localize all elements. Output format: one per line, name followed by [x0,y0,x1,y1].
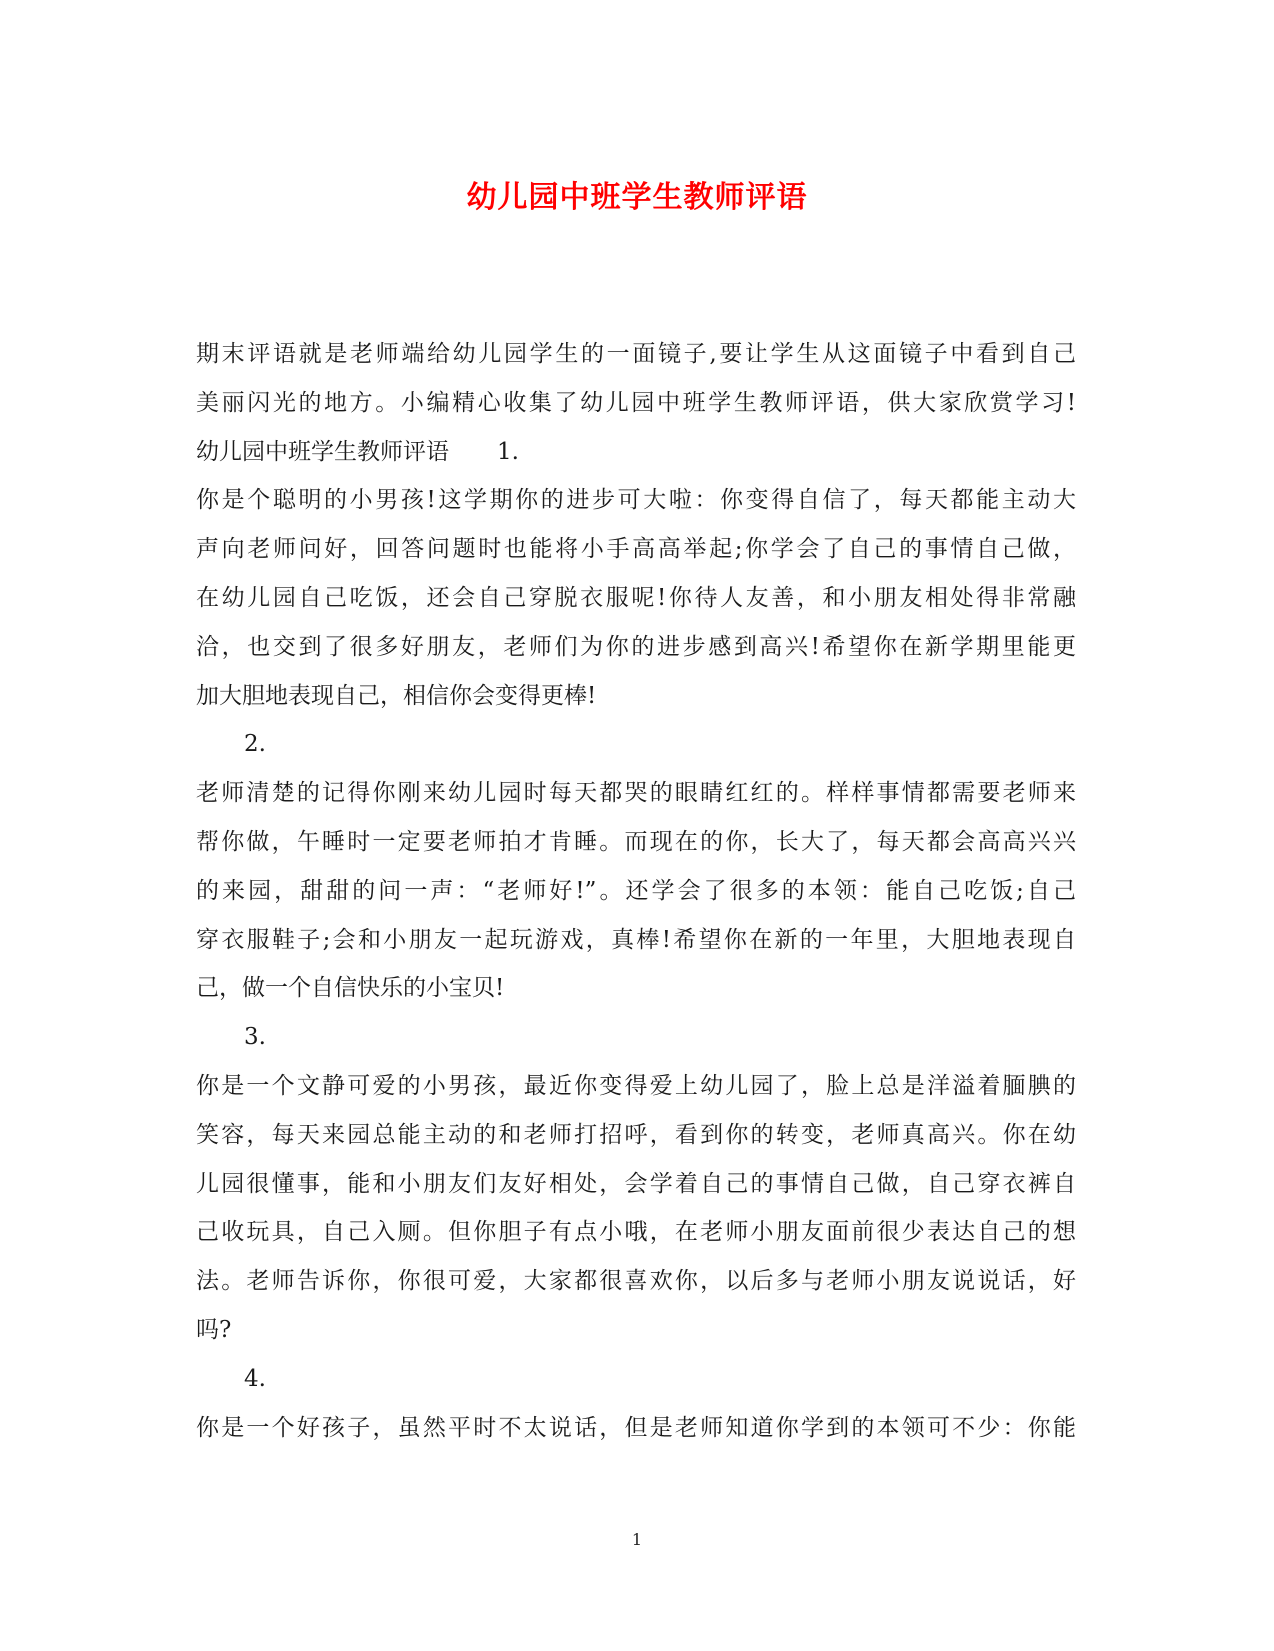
document-title: 幼儿园中班学生教师评语 [466,180,808,215]
body-line: 穿衣服鞋子;会和小朋友一起玩游戏，真棒!希望你在新的一年里，大胆地表现自 [196,926,1076,953]
item-number: 1. [497,438,519,465]
body-line: 老师清楚的记得你刚来幼儿园时每天都哭的眼睛红红的。样样事情都需要老师来 [196,780,1076,807]
body-line: 你是个聪明的小男孩!这学期你的进步可大啦：你变得自信了，每天都能主动大 [196,487,1076,514]
section-heading: 幼儿园中班学生教师评语 [196,438,449,465]
body-line: 在幼儿园自己吃饭，还会自己穿脱衣服呢!你待人友善，和小朋友相处得非常融 [196,584,1076,611]
body-line: 美丽闪光的地方。小编精心收集了幼儿园中班学生教师评语，供大家欣赏学习! [196,389,1076,416]
body-line: 吗? [196,1316,232,1343]
body-line: 的来园，甜甜的问一声：“老师好!”。还学会了很多的本领：能自己吃饭;自己 [196,877,1076,904]
body-line: 己，做一个自信快乐的小宝贝! [196,975,505,1002]
page-number: 1 [631,1530,643,1549]
body-line: 你是一个文静可爱的小男孩，最近你变得爱上幼儿园了，脸上总是洋溢着腼腆的 [196,1072,1076,1099]
body-line: 洽，也交到了很多好朋友，老师们为你的进步感到高兴!希望你在新学期里能更 [196,633,1076,660]
body-line-heading [196,428,1076,477]
body-line: 法。老师告诉你，你很可爱，大家都很喜欢你，以后多与老师小朋友说说话，好 [196,1268,1076,1295]
body-line: 你是一个好孩子，虽然平时不太说话，但是老师知道你学到的本领可不少：你能 [196,1414,1076,1441]
item-number: 4. [244,1365,266,1392]
body-line: 己收玩具，自己入厕。但你胆子有点小哦，在老师小朋友面前很少表达自己的想 [196,1219,1076,1246]
body-line: 加大胆地表现自己，相信你会变得更棒! [196,682,597,709]
body-line: 帮你做，午睡时一定要老师拍才肯睡。而现在的你，长大了，每天都会高高兴兴 [196,828,1076,855]
body-line: 笑容，每天来园总能主动的和老师打招呼，看到你的转变，老师真高兴。你在幼 [196,1121,1076,1148]
body-line: 期末评语就是老师端给幼儿园学生的一面镜子,要让学生从这面镜子中看到自己 [196,341,1076,367]
document-body [196,330,1076,1452]
item-number: 2. [244,731,266,758]
item-number: 3. [244,1024,266,1051]
body-line: 声向老师问好，回答问题时也能将小手高高举起;你学会了自己的事情自己做， [196,536,1076,563]
body-line: 儿园很懂事，能和小朋友们友好相处，会学着自己的事情自己做，自己穿衣裤自 [196,1170,1076,1197]
